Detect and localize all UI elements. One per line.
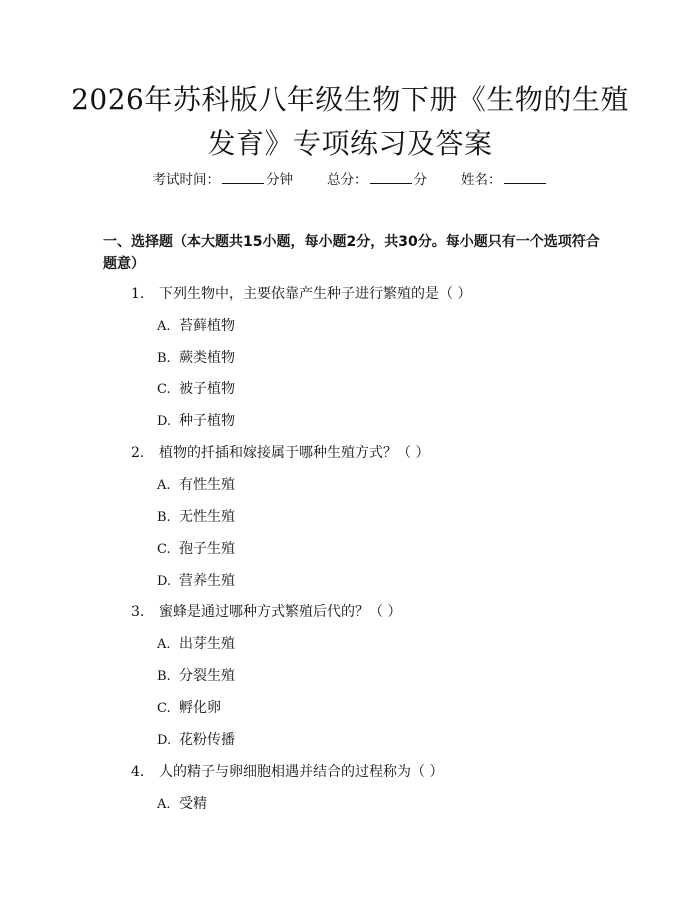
q1-option-d xyxy=(157,410,235,430)
q3-option-d xyxy=(157,729,235,749)
question-number: 2. xyxy=(131,445,145,461)
option-letter: A. xyxy=(157,797,171,812)
option-letter: B. xyxy=(157,351,171,366)
document-title xyxy=(60,78,640,166)
total-score-unit: 分 xyxy=(413,172,427,188)
option-text: 花粉传播 xyxy=(179,732,235,748)
question-4 xyxy=(131,761,443,781)
q3-option-b xyxy=(157,665,235,685)
name-field xyxy=(461,168,548,188)
name-blank xyxy=(504,171,546,184)
question-text: 下列生物中，主要依靠产生种子进行繁殖的是（ ） xyxy=(159,286,472,302)
option-letter: D. xyxy=(157,574,172,589)
option-text: 蕨类植物 xyxy=(179,350,235,366)
name-label: 姓名： xyxy=(461,172,502,188)
q1-option-a xyxy=(157,315,235,335)
q3-option-a xyxy=(157,633,235,653)
question-text: 人的精子与卵细胞相遇并结合的过程称为（ ） xyxy=(159,764,444,780)
option-text: 被子植物 xyxy=(179,381,235,397)
option-text: 无性生殖 xyxy=(179,509,235,525)
exam-time-field xyxy=(153,168,294,188)
exam-info xyxy=(0,168,700,188)
question-text: 蜜蜂是通过哪种方式繁殖后代的？（ ） xyxy=(159,604,402,620)
option-text: 出芽生殖 xyxy=(179,636,235,652)
title-line-2: 发育》专项练习及答案 xyxy=(207,127,493,160)
option-letter: D. xyxy=(157,414,172,429)
section-heading: 一、选择题（本大题共15小题，每小题2分，共30分。每小题只有一个选项符合题意） xyxy=(103,234,600,272)
option-letter: B. xyxy=(157,510,171,525)
exam-time-unit: 分钟 xyxy=(266,172,293,188)
option-text: 苔藓植物 xyxy=(179,318,235,334)
option-text: 营养生殖 xyxy=(179,573,235,589)
option-letter: C. xyxy=(157,542,171,557)
option-letter: A. xyxy=(157,478,171,493)
option-text: 孢子生殖 xyxy=(179,541,235,557)
exam-time-blank xyxy=(222,171,264,184)
q2-option-d xyxy=(157,570,235,590)
option-letter: D. xyxy=(157,733,172,748)
question-number: 1. xyxy=(131,286,145,302)
question-number: 4. xyxy=(131,764,145,780)
option-letter: A. xyxy=(157,637,171,652)
total-score-field xyxy=(327,168,427,188)
q2-option-b xyxy=(157,506,235,526)
option-text: 分裂生殖 xyxy=(179,668,235,684)
option-text: 受精 xyxy=(179,796,207,812)
total-score-label: 总分： xyxy=(327,172,368,188)
option-letter: B. xyxy=(157,669,171,684)
question-number: 3. xyxy=(131,604,145,620)
q2-option-a xyxy=(157,474,235,494)
q1-option-c xyxy=(157,378,235,398)
q2-option-c xyxy=(157,538,235,558)
title-line-1: 2026年苏科版八年级生物下册《生物的生殖 xyxy=(71,83,629,116)
question-3 xyxy=(131,601,401,621)
q3-option-c xyxy=(157,697,221,717)
option-text: 种子植物 xyxy=(179,413,235,429)
q1-option-b xyxy=(157,347,235,367)
option-letter: C. xyxy=(157,701,171,716)
question-text: 植物的扦插和嫁接属于哪种生殖方式？（ ） xyxy=(159,445,430,461)
exam-time-label: 考试时间： xyxy=(152,172,220,188)
question-1 xyxy=(131,283,471,303)
option-letter: C. xyxy=(157,382,171,397)
option-text: 孵化卵 xyxy=(179,700,221,716)
total-score-blank xyxy=(370,171,412,184)
question-2 xyxy=(131,442,429,462)
option-letter: A. xyxy=(157,319,171,334)
q4-option-a xyxy=(157,793,207,813)
option-text: 有性生殖 xyxy=(179,477,235,493)
